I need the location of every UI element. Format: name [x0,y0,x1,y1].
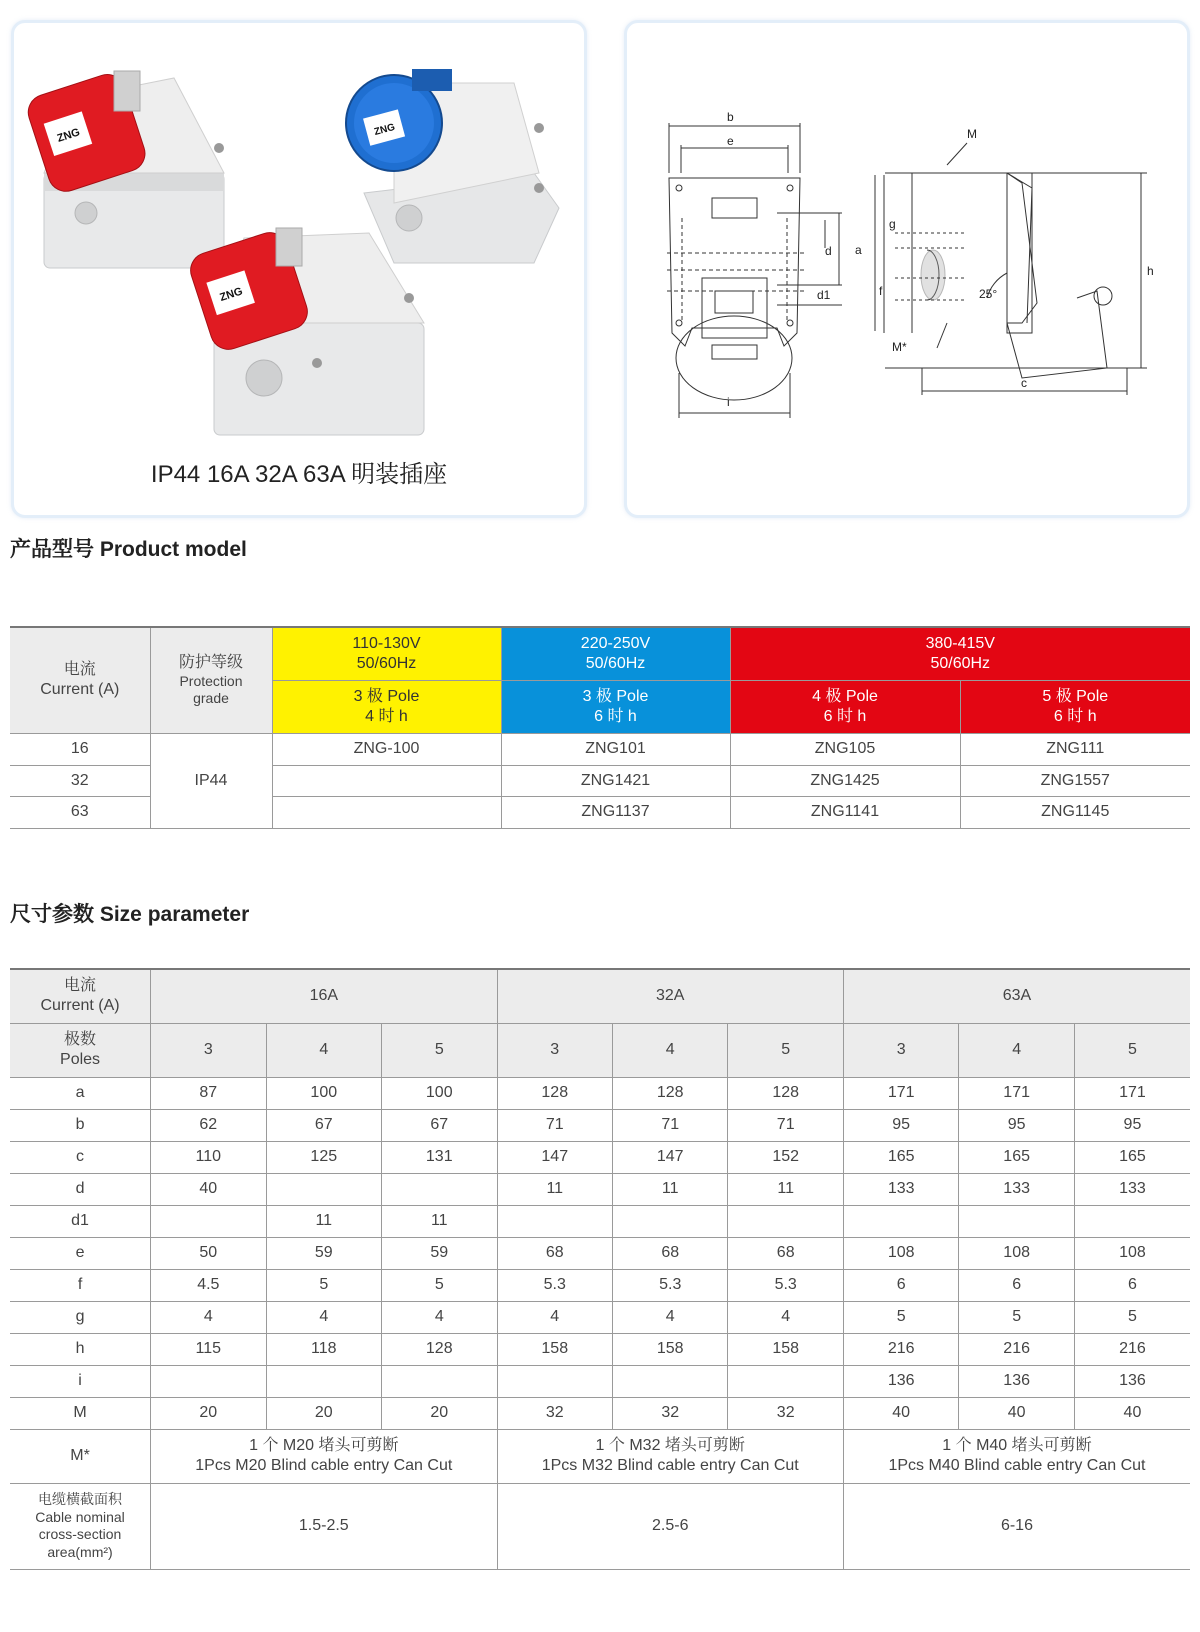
table-cell [728,1205,844,1237]
table-cell: 5.3 [497,1269,612,1301]
table-cell: 71 [497,1109,612,1141]
table-cell: 95 [1074,1109,1190,1141]
table-cell: 128 [612,1077,727,1109]
table-cell: 32 [612,1397,727,1429]
pole-3-hour: 6 时 h [823,707,867,725]
dim-label-g: g [889,217,896,231]
mstar-63a-en: 1Pcs M40 Blind cable entry Can Cut [888,1457,1146,1474]
row-label: g [10,1301,151,1333]
table-cell: 4 [266,1301,381,1333]
table-cell: 118 [266,1333,381,1365]
brand-logo: ZNG [218,285,245,304]
header-grade-en1: Protection [179,672,243,689]
pole-header: 3 [843,1023,958,1077]
size-header-poles [10,1023,151,1077]
table-cell: 171 [1074,1077,1190,1109]
row-label: d1 [10,1205,151,1237]
row-label-mstar: M* [10,1429,151,1483]
header-voltage-110 [272,627,501,680]
table-row [10,1237,1190,1269]
table-cell: 216 [843,1333,958,1365]
dimension-drawing [627,23,1187,515]
mstar-32a-en: 1Pcs M32 Blind cable entry Can Cut [541,1457,799,1474]
cable-label-cn: 电缆横截面积 [38,1491,123,1507]
pole-header: 3 [497,1023,612,1077]
table-cell: 68 [497,1237,612,1269]
group-header-32a: 32A [497,969,843,1023]
pole-4-count: 5 极 Pole [1042,687,1109,705]
table-cell: 165 [959,1141,1074,1173]
row-label: e [10,1237,151,1269]
table-row [10,1301,1190,1333]
voltage-220-hz: 50/60Hz [585,654,646,672]
table-cell: 125 [266,1141,381,1173]
table-cell [266,1173,381,1205]
table-cell: 152 [728,1141,844,1173]
row-label: f [10,1269,151,1301]
size-rows [10,1077,1190,1429]
table-cell [612,1205,727,1237]
row-label: c [10,1141,151,1173]
dimension-drawing-card [624,20,1190,518]
table-cell: 87 [151,1077,266,1109]
size-header-current [10,969,151,1023]
table-cell: 4 [497,1301,612,1333]
table-cell: 6 [959,1269,1074,1301]
mstar-32a [497,1429,843,1483]
row-label: M [10,1397,151,1429]
table-row [10,1269,1190,1301]
pole-header: 5 [728,1023,844,1077]
cable-63a: 6-16 [843,1483,1190,1569]
table-cell: 133 [1074,1173,1190,1205]
model-cell: ZNG101 [501,733,730,765]
table-cell [497,1365,612,1397]
table-cell: 5 [382,1269,498,1301]
table-cell: 5 [959,1301,1074,1333]
dim-label-M: M [967,127,977,141]
table-cell: 136 [959,1365,1074,1397]
row-label: h [10,1333,151,1365]
product-photo-card [11,20,587,518]
table-cell: 40 [843,1397,958,1429]
dim-label-i: i [727,395,730,409]
cable-label-en3: area(mm²) [47,1543,113,1560]
table-cell: 108 [1074,1237,1190,1269]
header-current-cn: 电流 [63,661,96,679]
table-cell: 11 [382,1205,498,1237]
voltage-380-label: 380-415V [925,634,995,652]
group-header-63a: 63A [843,969,1190,1023]
table-cell: 5 [843,1301,958,1333]
table-cell: 20 [151,1397,266,1429]
header-pole-3 [730,680,960,733]
table-cell [151,1205,266,1237]
table-cell: 136 [1074,1365,1190,1397]
table-cell: 165 [1074,1141,1190,1173]
table-cell: 5 [1074,1301,1190,1333]
table-cell: 147 [497,1141,612,1173]
table-cell: 4 [382,1301,498,1333]
brand-logo: ZNG [373,121,397,138]
protection-grade: IP44 [150,733,272,828]
model-cell: ZNG105 [730,733,960,765]
cable-16a: 1.5-2.5 [151,1483,497,1569]
header-current [10,627,150,733]
pole-header: 5 [382,1023,498,1077]
table-cell: 128 [382,1333,498,1365]
table-cell: 59 [266,1237,381,1269]
pole-header: 3 [151,1023,266,1077]
table-cell: 216 [959,1333,1074,1365]
table-cell [266,1365,381,1397]
header-voltage-380 [730,627,1190,680]
dim-label-h: h [1147,264,1154,278]
row-current: 32 [10,765,150,796]
dim-label-e: e [727,134,734,148]
table-row [10,1365,1190,1397]
table-cell: 158 [612,1333,727,1365]
table-row [10,1333,1190,1365]
table-cell: 4 [151,1301,266,1333]
table-cell [151,1365,266,1397]
table-row [10,733,1190,765]
table-cell [612,1365,727,1397]
cable-label-en2: cross-section [38,1526,122,1542]
voltage-110-hz: 50/60Hz [356,654,417,672]
dim-label-a: a [855,243,862,257]
red-socket-center [186,228,424,435]
model-cell [272,796,501,828]
section-title-product-model: 产品型号 Product model [10,538,247,561]
pole-1-count: 3 极 Pole [353,687,420,705]
mstar-row [10,1429,1190,1483]
dim-label-f: f [879,284,883,298]
table-cell: 68 [612,1237,727,1269]
product-photo [14,23,584,443]
product-model-table [10,626,1190,829]
pole-header: 4 [612,1023,727,1077]
table-cell: 20 [266,1397,381,1429]
row-label-cable [10,1483,151,1569]
mstar-63a [843,1429,1190,1483]
size-header-current-cn: 电流 [64,977,97,995]
pole-2-count: 3 极 Pole [582,687,649,705]
table-cell: 133 [959,1173,1074,1205]
table-cell: 32 [728,1397,844,1429]
table-cell: 110 [151,1141,266,1173]
table-cell: 4 [612,1301,727,1333]
pole-2-hour: 6 时 h [594,707,637,725]
table-cell: 131 [382,1141,498,1173]
table-row [10,1141,1190,1173]
table-cell: 68 [728,1237,844,1269]
table-cell: 108 [843,1237,958,1269]
voltage-220-label: 220-250V [580,634,651,652]
header-voltage-220 [501,627,730,680]
table-cell: 100 [382,1077,498,1109]
model-cell: ZNG1557 [960,765,1190,796]
header-grade-en2: grade [193,690,229,707]
mstar-32a-cn: 1 个 M32 堵头可剪断 [595,1437,745,1454]
table-cell [843,1205,958,1237]
table-cell: 40 [151,1173,266,1205]
model-cell: ZNG1137 [501,796,730,828]
table-cell: 40 [1074,1397,1190,1429]
header-pole-4 [960,680,1190,733]
pole-1-hour: 4 时 h [365,707,408,725]
dim-label-Mstar: M* [892,340,907,354]
table-cell: 4 [728,1301,844,1333]
table-cell: 165 [843,1141,958,1173]
pole-4-hour: 6 时 h [1053,707,1097,725]
table-cell [382,1365,498,1397]
table-cell: 6 [1074,1269,1190,1301]
table-cell: 20 [382,1397,498,1429]
table-cell: 133 [843,1173,958,1205]
table-cell: 158 [728,1333,844,1365]
dim-label-d1: d1 [817,288,831,302]
section-title-size-parameter: 尺寸参数 Size parameter [10,903,250,926]
header-current-en: Current (A) [40,681,120,699]
table-cell: 158 [497,1333,612,1365]
table-cell [497,1205,612,1237]
table-cell: 50 [151,1237,266,1269]
pole-header: 5 [1074,1023,1190,1077]
table-cell: 11 [612,1173,727,1205]
header-grade [150,627,272,733]
mstar-63a-cn: 1 个 M40 堵头可剪断 [942,1437,1092,1454]
table-cell: 4.5 [151,1269,266,1301]
table-cell: 115 [151,1333,266,1365]
table-cell: 11 [266,1205,381,1237]
cable-row [10,1483,1190,1569]
table-row [10,1173,1190,1205]
table-cell: 71 [728,1109,844,1141]
angle-label: 25° [979,287,998,301]
row-label: i [10,1365,151,1397]
table-cell: 95 [843,1109,958,1141]
size-header-poles-en: Poles [60,1051,101,1068]
table-row [10,1205,1190,1237]
model-cell: ZNG-100 [272,733,501,765]
cable-label-en1: Cable nominal [35,1508,125,1525]
mstar-16a-en: 1Pcs M20 Blind cable entry Can Cut [195,1457,453,1474]
brand-logo: ZNG [55,126,82,145]
cable-32a: 2.5-6 [497,1483,843,1569]
table-row [10,1397,1190,1429]
table-cell: 5 [266,1269,381,1301]
row-current: 16 [10,733,150,765]
table-row [10,1109,1190,1141]
table-cell [959,1205,1074,1237]
dim-label-d: d [825,244,832,258]
blue-socket [346,69,559,263]
table-cell: 5.3 [612,1269,727,1301]
table-cell: 67 [266,1109,381,1141]
table-cell: 108 [959,1237,1074,1269]
table-cell [728,1365,844,1397]
table-cell: 59 [382,1237,498,1269]
size-header-current-en: Current (A) [40,997,120,1015]
model-cell: ZNG1141 [730,796,960,828]
table-cell: 147 [612,1141,727,1173]
voltage-380-hz: 50/60Hz [930,654,991,672]
table-cell [382,1173,498,1205]
table-cell: 11 [728,1173,844,1205]
row-label: b [10,1109,151,1141]
table-cell: 136 [843,1365,958,1397]
pole-header: 4 [266,1023,381,1077]
table-cell: 62 [151,1109,266,1141]
table-cell: 32 [497,1397,612,1429]
table-cell: 11 [497,1173,612,1205]
pole-header: 4 [959,1023,1074,1077]
header-pole-2 [501,680,730,733]
header-pole-1 [272,680,501,733]
table-row [10,1077,1190,1109]
size-header-poles-cn: 极数 [64,1031,97,1048]
mstar-16a [151,1429,497,1483]
table-cell: 71 [612,1109,727,1141]
product-caption: IP44 16A 32A 63A 明装插座 [150,461,448,488]
voltage-110-label: 110-130V [352,634,421,652]
table-cell: 128 [497,1077,612,1109]
model-cell: ZNG1425 [730,765,960,796]
red-socket-top [24,70,224,268]
table-cell: 216 [1074,1333,1190,1365]
model-cell: ZNG1421 [501,765,730,796]
table-cell [1074,1205,1190,1237]
group-header-16a: 16A [151,969,497,1023]
model-cell: ZNG1145 [960,796,1190,828]
table-cell: 95 [959,1109,1074,1141]
header-grade-cn: 防护等级 [178,653,243,671]
table-cell: 171 [843,1077,958,1109]
table-cell: 6 [843,1269,958,1301]
table-cell: 5.3 [728,1269,844,1301]
dim-label-b: b [727,110,734,124]
model-cell: ZNG111 [960,733,1190,765]
model-cell [272,765,501,796]
table-cell: 40 [959,1397,1074,1429]
row-current: 63 [10,796,150,828]
pole-3-count: 4 极 Pole [812,687,878,705]
mstar-16a-cn: 1 个 M20 堵头可剪断 [249,1437,399,1454]
table-cell: 171 [959,1077,1074,1109]
table-cell: 67 [382,1109,498,1141]
size-parameter-table [10,968,1190,1570]
table-cell: 128 [728,1077,844,1109]
row-label: a [10,1077,151,1109]
row-label: d [10,1173,151,1205]
dim-label-c: c [1021,376,1027,390]
table-cell: 100 [266,1077,381,1109]
